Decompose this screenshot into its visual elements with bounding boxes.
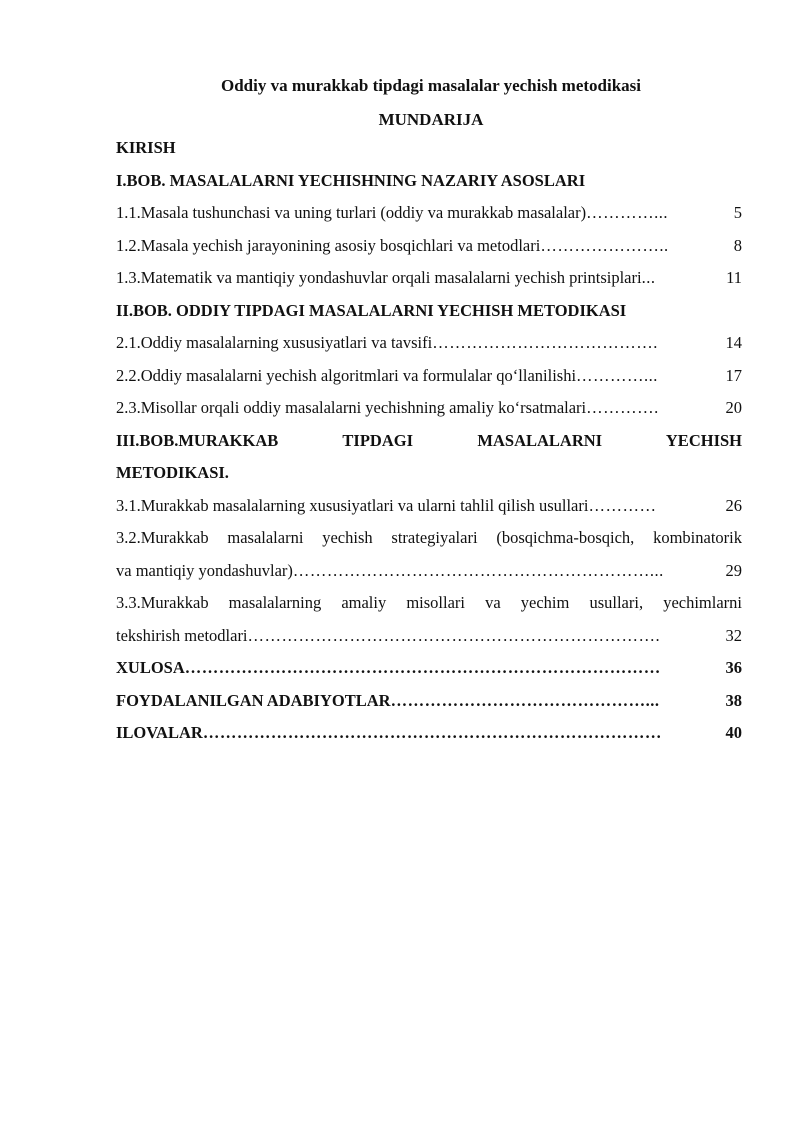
toc-page-number: 29	[725, 560, 742, 580]
toc-page-number: 5	[733, 203, 742, 222]
toc-item-1-3	[116, 262, 742, 295]
toc-conclusion	[116, 652, 742, 685]
toc-item-title: 1.2.Masala yechish jarayonining asosiy bosqichlari va metodlari	[116, 235, 541, 255]
toc-chapter-3-heading-line-1: III.BOB.MURAKKAB TIPDAGI MASALALARNI YECHISH	[116, 430, 742, 450]
toc-page-number: 26	[725, 495, 742, 515]
toc-item-title: 1.3.Matematik va mantiqiy yondashuvlar orqali masalalarni yechish printsiplari	[116, 268, 642, 287]
toc-leader: ………………………………….	[432, 333, 658, 352]
toc-item-title: 3.1.Murakkab masalalarning xususiyatlari va ularni tahlil qilish usullari	[116, 495, 589, 515]
toc-page-number: 17	[725, 365, 742, 385]
toc-item-2-1	[116, 327, 742, 360]
toc-item-1-1	[116, 197, 742, 230]
toc-item-title: 1.1.Masala tushunchasi va uning turlari (oddiy va murakkab masalalar)	[116, 203, 587, 222]
toc-item-title: 2.3.Misollar orqali oddiy masalalarni yechishning amaliy ko‘rsatmalari	[116, 398, 587, 417]
toc-page-number: 20	[725, 398, 742, 417]
toc-leader: ………………………………………………………………………	[202, 723, 662, 742]
toc-page-number: 14	[725, 333, 742, 352]
toc-leader: ...	[641, 268, 656, 287]
toc-chapter-2-heading: II.BOB. ODDIY TIPDAGI MASALALARNI YECHISH METODIKASI	[116, 300, 627, 320]
toc-page-number: 32	[725, 625, 742, 645]
document-title: Oddiy va murakkab tipdagi masalalar yechish metodikasi	[220, 76, 642, 95]
toc-leader: ……………………………………………………………….	[247, 625, 661, 645]
toc-page-number: 38	[725, 690, 742, 710]
toc-leader: ………………………………………...	[390, 690, 660, 710]
toc-chapter-3-heading-line-2: METODIKASI.	[116, 463, 229, 482]
toc-page-number: 36	[725, 658, 742, 677]
toc-item-3-2-line-2	[116, 555, 742, 588]
toc-item-3-1	[116, 490, 742, 523]
document-page	[116, 74, 742, 750]
toc-leader: ………….	[586, 398, 659, 417]
toc-references	[116, 685, 742, 718]
toc-item-3-3-line-1: 3.3.Murakkab masalalarning amaliy misollari va yechim usullari, yechimlarni	[116, 593, 742, 612]
toc-appendices	[116, 717, 742, 750]
toc-item-3-3-line-2	[116, 620, 742, 653]
toc-item-title: tekshirish metodlari	[116, 625, 248, 645]
toc-leader: ………………………………………………………...	[292, 560, 664, 580]
toc-leader: …………	[588, 495, 657, 515]
toc-leader: …………………..	[540, 235, 669, 255]
toc-page-number: 11	[726, 268, 742, 287]
toc-heading: MUNDARIJA	[378, 110, 484, 129]
toc-item-2-2	[116, 360, 742, 393]
toc-item-title: va mantiqiy yondashuvlar)	[116, 560, 293, 580]
toc-item-title: XULOSA	[116, 658, 185, 677]
toc-item-title: 2.2.Oddiy masalalarni yechish algoritmlari va formulalar qo‘llanilishi	[116, 365, 577, 385]
toc-leader: …………...	[586, 203, 668, 222]
toc-chapter-1-heading: I.BOB. MASALALARNI YECHISHNING NAZARIY ASOSLARI	[116, 170, 586, 190]
toc-leader: …………………………………………………………………………	[184, 658, 661, 677]
toc-item-title: ILOVALAR	[116, 723, 203, 742]
toc-leader: …………...	[576, 365, 658, 385]
toc-page-number: 40	[725, 723, 742, 742]
toc-item-3-2-line-1: 3.2.Murakkab masalalarni yechish strategiyalari (bosqichma-bosqich, kombinatorik	[116, 528, 742, 547]
toc-intro: KIRISH	[116, 138, 176, 157]
toc-item-1-2	[116, 230, 742, 263]
toc-page-number: 8	[733, 235, 742, 255]
toc-item-title: FOYDALANILGAN ADABIYOTLAR	[116, 690, 391, 710]
toc-item-title: 2.1.Oddiy masalalarning xususiyatlari va tavsifi	[116, 333, 433, 352]
toc-item-2-3	[116, 392, 742, 425]
